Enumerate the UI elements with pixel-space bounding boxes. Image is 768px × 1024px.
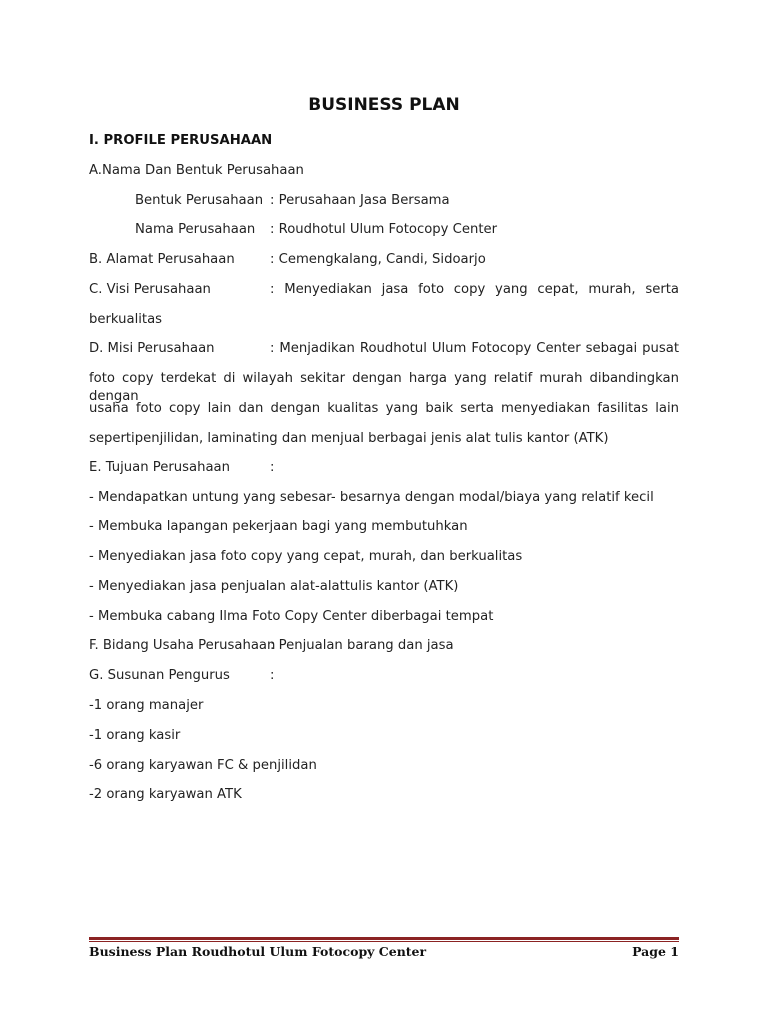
- susunan-label: G. Susunan Pengurus: [89, 668, 230, 683]
- susunan-colon: :: [270, 668, 275, 683]
- visi-value: : Menyediakan jasa foto copy yang cepat, murah, serta: [270, 282, 679, 297]
- alamat-value: : Cemengkalang, Candi, Sidoarjo: [270, 252, 486, 267]
- misi-line-2: foto copy terdekat di wilayah sekitar dengan harga yang relatif murah dibandingkan dengan: [89, 371, 679, 404]
- misi-line-4: sepertipenjilidan, laminating dan menjual berbagai jenis alat tulis kantor (ATK): [89, 431, 609, 446]
- footer-title: Business Plan Roudhotul Ulum Fotocopy Center: [89, 944, 427, 959]
- bidang-label: F. Bidang Usaha Perusahaan: [89, 638, 276, 653]
- tujuan-item: - Membuka lapangan pekerjaan bagi yang membutuhkan: [89, 519, 468, 534]
- tujuan-item: - Menyediakan jasa penjualan alat-alattulis kantor (ATK): [89, 579, 459, 594]
- susunan-item: -6 orang karyawan FC & penjilidan: [89, 758, 317, 773]
- page-number: Page 1: [632, 944, 679, 959]
- bentuk-value: : Perusahaan Jasa Bersama: [270, 193, 450, 208]
- tujuan-label: E. Tujuan Perusahaan: [89, 460, 230, 475]
- tujuan-item: - Menyediakan jasa foto copy yang cepat, murah, dan berkualitas: [89, 549, 523, 564]
- susunan-item: -1 orang kasir: [89, 728, 181, 743]
- misi-label: D. Misi Perusahaan: [89, 341, 215, 356]
- tujuan-item: - Mendapatkan untung yang sebesar- besarnya dengan modal/biaya yang relatif kecil: [89, 490, 654, 505]
- nama-value: : Roudhotul Ulum Fotocopy Center: [270, 222, 498, 237]
- document-title: BUSINESS PLAN: [308, 95, 460, 115]
- misi-line-3: usaha foto copy lain dan dengan kualitas yang baik serta menyediakan fasilitas lain: [89, 401, 679, 416]
- alamat-label: B. Alamat Perusahaan: [89, 252, 235, 267]
- section-heading: I. PROFILE PERUSAHAAN: [89, 133, 273, 148]
- tujuan-item: - Membuka cabang Ilma Foto Copy Center diberbagai tempat: [89, 609, 494, 624]
- susunan-item: -1 orang manajer: [89, 698, 204, 713]
- visi-continuation: berkualitas: [89, 312, 163, 327]
- bentuk-label: Bentuk Perusahaan: [135, 193, 264, 208]
- misi-value: : Menjadikan Roudhotul Ulum Fotocopy Center sebagai pusat: [270, 341, 679, 356]
- susunan-item: -2 orang karyawan ATK: [89, 787, 242, 802]
- subsection-a-heading: A.Nama Dan Bentuk Perusahaan: [89, 163, 304, 178]
- footer-rule-thick: [89, 937, 679, 940]
- tujuan-colon: :: [270, 460, 275, 475]
- bidang-value: : Penjualan barang dan jasa: [270, 638, 454, 653]
- nama-label: Nama Perusahaan: [135, 222, 256, 237]
- visi-label: C. Visi Perusahaan: [89, 282, 211, 297]
- footer-rule-thin: [89, 941, 679, 942]
